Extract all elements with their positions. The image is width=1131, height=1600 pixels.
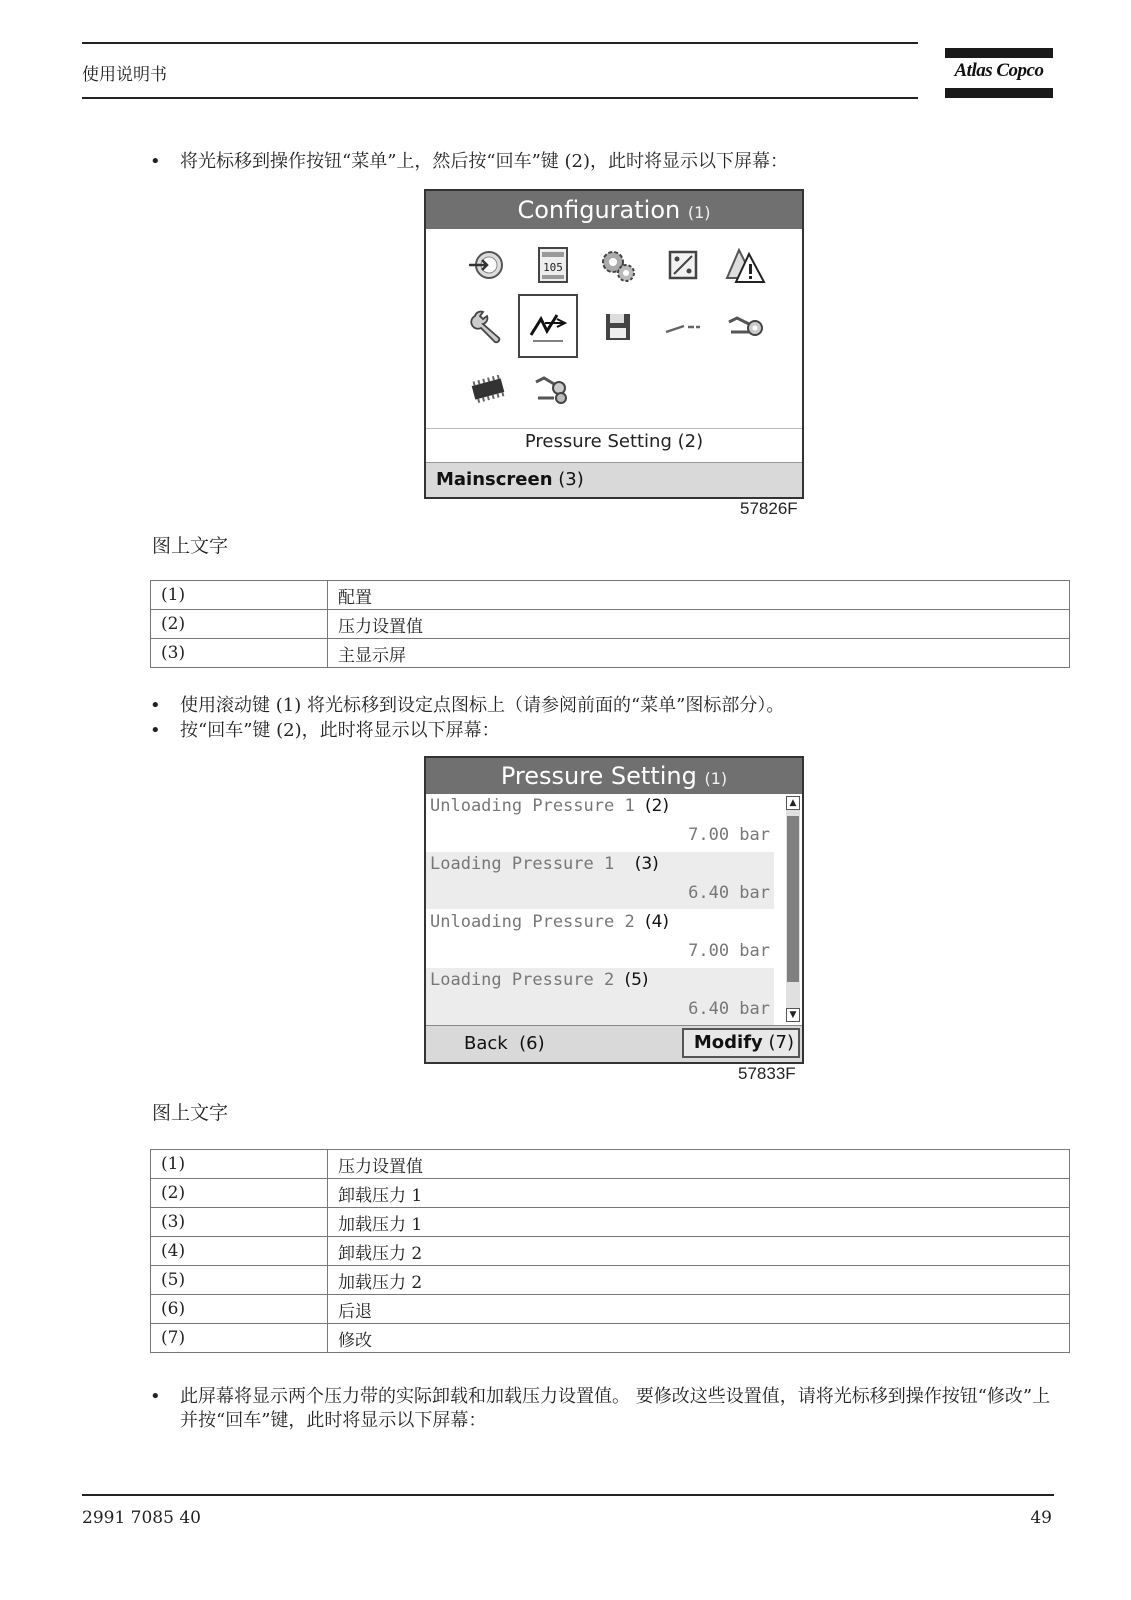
screen-title: Pressure Setting — [500, 762, 697, 790]
mainscreen-label: Mainscreen — [436, 469, 553, 490]
selected-item-label: Pressure Setting (2) — [426, 428, 802, 455]
logo-text: Atlas Copco — [954, 60, 1044, 81]
scroll-down-icon[interactable]: ▼ — [786, 1008, 800, 1022]
setting-name: Loading Pressure 1 — [430, 854, 615, 874]
list-item[interactable] — [426, 968, 774, 1025]
callout-number: (4) — [644, 912, 670, 932]
dial-arrow-icon[interactable] — [462, 239, 514, 291]
legend-caption: 图上文字 — [152, 535, 229, 557]
callout-number: (3) — [558, 469, 584, 490]
pressure-setting-icon[interactable] — [518, 294, 578, 358]
header-bottom-rule — [82, 97, 918, 99]
table-row: (7) 修改 — [151, 1324, 1070, 1353]
list-item[interactable] — [426, 852, 774, 909]
legend-table — [150, 1149, 1070, 1353]
table-row: (6) 后退 — [151, 1295, 1070, 1324]
back-label: Back — [464, 1033, 508, 1054]
bullet-text: 按“回车”键 (2)，此时将显示以下屏幕： — [180, 720, 500, 741]
mainscreen-button[interactable] — [426, 462, 802, 497]
table-row: (2) 卸载压力 1 — [151, 1179, 1070, 1208]
callout-number: (2) — [644, 796, 670, 816]
brand-logo — [945, 48, 1053, 100]
callout-number: (5) — [624, 970, 649, 990]
table-row: (2) 压力设置值 — [151, 610, 1070, 639]
chip-icon[interactable] — [462, 363, 514, 415]
table-row: (3) 主显示屏 — [151, 639, 1070, 668]
wrench-icon[interactable] — [462, 301, 514, 353]
screen-title: Configuration — [517, 196, 681, 224]
configuration-screen — [424, 189, 804, 499]
legend-table — [150, 580, 1070, 668]
keys-icon[interactable] — [527, 363, 579, 415]
setting-name: Unloading Pressure 2 — [430, 912, 635, 932]
footer-rule — [82, 1494, 1054, 1496]
screen-titlebar — [426, 758, 802, 794]
scrollbar[interactable] — [786, 796, 800, 1022]
gears-icon[interactable] — [592, 239, 644, 291]
setting-value: 6.40 bar — [688, 999, 770, 1019]
setting-value: 6.40 bar — [688, 883, 770, 903]
screen-titlebar — [426, 191, 802, 229]
figure-id: 57826F — [740, 499, 798, 518]
callout-number: (2) — [677, 431, 704, 452]
list-item[interactable] — [426, 794, 774, 851]
callout-number: (7) — [768, 1032, 794, 1053]
bullet-text: 此屏幕将显示两个压力带的实际卸载和加载压力设置值。 要修改这些设置值，请将光标移到操作按钮“修改”上并按“回车”键，此时将显示以下屏幕： — [180, 1386, 1051, 1431]
callout-number: (6) — [519, 1033, 545, 1054]
list-item[interactable] — [426, 910, 774, 967]
document-title: 使用说明书 — [82, 65, 167, 85]
callout-number: (3) — [634, 854, 659, 874]
svg-text:105: 105 — [543, 261, 563, 274]
bullet-text: 使用滚动键 (1) 将光标移到设定点图标上（请参阅前面的“菜单”图标部分）。 — [180, 695, 785, 716]
callout-number: (1) — [687, 203, 711, 222]
scrollbar-thumb[interactable] — [787, 816, 799, 982]
key-icon[interactable] — [720, 301, 772, 353]
warning-icon[interactable] — [720, 239, 772, 291]
percent-box-icon[interactable] — [657, 239, 709, 291]
table-row: (4) 卸载压力 2 — [151, 1237, 1070, 1266]
dashed-line-icon[interactable] — [657, 301, 709, 353]
table-row: (1) 配置 — [151, 581, 1070, 610]
table-row: (1) 压力设置值 — [151, 1150, 1070, 1179]
document-number: 2991 7085 40 — [82, 1508, 201, 1528]
modify-button[interactable] — [682, 1028, 800, 1058]
setting-value: 7.00 bar — [688, 825, 770, 845]
floppy-disk-icon[interactable] — [592, 301, 644, 353]
counter-icon[interactable] — [527, 239, 579, 291]
setting-name: Loading Pressure 2 — [430, 970, 615, 990]
scroll-up-icon[interactable]: ▲ — [786, 796, 800, 810]
callout-number: (1) — [704, 769, 728, 788]
back-button[interactable] — [464, 1026, 545, 1062]
table-row: (5) 加载压力 2 — [151, 1266, 1070, 1295]
figure-id: 57833F — [738, 1064, 796, 1083]
table-row: (3) 加载压力 1 — [151, 1208, 1070, 1237]
setting-name: Unloading Pressure 1 — [430, 796, 635, 816]
pressure-setting-screen — [424, 756, 804, 1064]
bullet-text: 将光标移到操作按钮“菜单”上，然后按“回车”键 (2)，此时将显示以下屏幕： — [180, 151, 789, 172]
screen-button-bar — [426, 1025, 802, 1062]
legend-caption: 图上文字 — [152, 1102, 229, 1124]
page-number: 49 — [1030, 1508, 1052, 1528]
modify-label: Modify — [693, 1032, 763, 1053]
setting-value: 7.00 bar — [688, 941, 770, 961]
header-top-rule — [82, 42, 918, 44]
